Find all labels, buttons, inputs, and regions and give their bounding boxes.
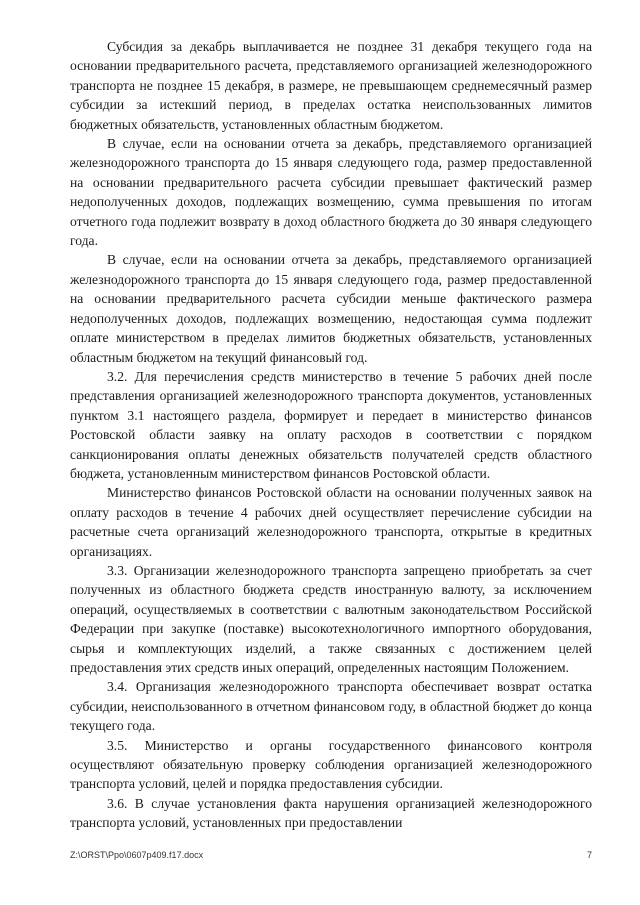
paragraph: Субсидия за декабрь выплачивается не позднее 31 декабря текущего года на основании предварительного расчета, представляемого организацией железнодорожного транспорта не позднее 15 декабря, в размере, не превышающем среднемесячный размер субсидии за истекший период, в пределах остатка неиспользованных лимитов бюджетных обязательств, установленных областным бюджетом. bbox=[70, 39, 592, 132]
paragraph: 3.3. Организации железнодорожного транспорта запрещено приобретать за счет полученных из областного бюджета средств иностранную валюту, за исключением операций, осуществляемых в соответствии с валютным законодательством Российской Федерации при закупке (поставке) высокотехнологичного импортного оборудования, сырья и комплектующих изделий, а также связанных с достижением целей предоставления этих средств иных операций, определенных настоящим Положением. bbox=[70, 562, 592, 675]
paragraph: 3.2. Для перечисления средств министерство в течение 5 рабочих дней после представления организацией железнодорожного транспорта документов, установленных пунктом 3.1 настоящего раздела, формирует и передает в министерство финансов Ростовской области заявку на оплату расходов в соответствии с порядком санкционирования оплаты денежных обязательств получателей средств областного бюджета, установленным министерством финансов Ростовской области. bbox=[70, 368, 592, 481]
paragraph: В случае, если на основании отчета за декабрь, представляемого организацией железнодорожного транспорта до 15 января следующего года, размер предоставленной на основании предварительного расчета субсидии меньше фактического размера недополученных доходов, подлежащих возмещению, недостающая сумма подлежит оплате министерством в пределах лимитов бюджетных обязательств, установленных областным бюджетом на текущий финансовый год. bbox=[70, 252, 592, 365]
paragraph: 3.6. В случае установления факта нарушения организацией железнодорожного транспорта условий, установленных при предоставлении bbox=[70, 795, 592, 831]
page-number: 7 bbox=[586, 850, 592, 860]
document-body bbox=[70, 37, 592, 833]
paragraph: Министерство финансов Ростовской области на основании полученных заявок на оплату расходов в течение 4 рабочих дней осуществляет перечисление субсидии на расчетные счета организаций железнодорожного транспорта, открытые в кредитных организациях. bbox=[70, 485, 592, 559]
file-path: Z:\ORST\Ppo\0607p409.f17.docx bbox=[70, 850, 204, 860]
paragraph: 3.5. Министерство и органы государственного финансового контроля осуществляют обязательную проверку соблюдения организацией железнодорожного транспорта условий, целей и порядка предоставления субсидии. bbox=[70, 737, 592, 792]
paragraph: 3.4. Организация железнодорожного транспорта обеспечивает возврат остатка субсидии, неиспользованного в отчетном финансовом году, в областной бюджет до конца текущего года. bbox=[70, 679, 592, 734]
paragraph: В случае, если на основании отчета за декабрь, представляемого организацией железнодорожного транспорта до 15 января следующего года, размер предоставленной на основании предварительного расчета субсидии превышает фактический размер недополученных доходов, подлежащих возмещению, сумма превышения по итогам отчетного года подлежит возврату в доход областного бюджета до 30 января следующего года. bbox=[70, 136, 592, 249]
